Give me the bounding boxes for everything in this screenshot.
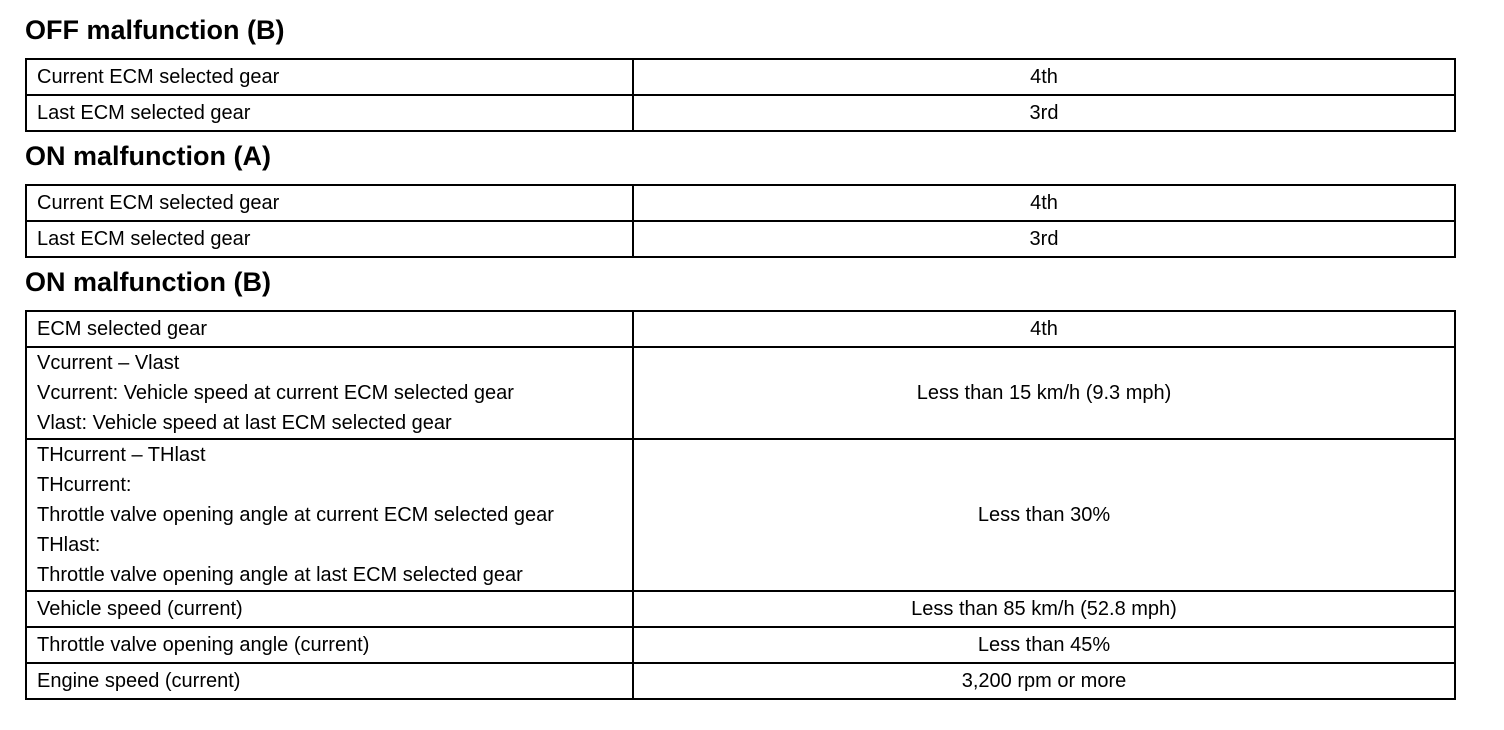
label-line: Vcurrent: Vehicle speed at current ECM selected gear <box>37 382 514 404</box>
section-heading-on-malfunction-a: ON malfunction (A) <box>25 141 271 171</box>
condition-value: 4th <box>633 311 1455 347</box>
condition-value: 4th <box>633 185 1455 221</box>
condition-value: Less than 85 km/h (52.8 mph) <box>633 591 1455 627</box>
condition-label: Vehicle speed (current) <box>26 591 633 627</box>
condition-label: ECM selected gear <box>26 311 633 347</box>
on-malfunction-a-table <box>25 184 1456 258</box>
label-line: Throttle valve opening angle at current ECM selected gear <box>37 504 554 526</box>
table-row <box>26 439 1455 591</box>
label-line: Throttle valve opening angle at last ECM selected gear <box>37 564 523 586</box>
off-malfunction-b-table <box>25 58 1456 132</box>
table-row <box>26 627 1455 663</box>
section-heading-on-malfunction-b: ON malfunction (B) <box>25 267 271 297</box>
label-line: Vlast: Vehicle speed at last ECM selected gear <box>37 412 452 434</box>
condition-value: 3rd <box>633 221 1455 257</box>
condition-label: Current ECM selected gear <box>26 59 633 95</box>
table-row <box>26 311 1455 347</box>
section-heading-off-malfunction-b: OFF malfunction (B) <box>25 15 285 45</box>
condition-value: 3rd <box>633 95 1455 131</box>
table-row <box>26 221 1455 257</box>
condition-value: Less than 15 km/h (9.3 mph) <box>633 347 1455 439</box>
condition-value: 3,200 rpm or more <box>633 663 1455 699</box>
label-line: THlast: <box>37 534 101 556</box>
condition-label: Current ECM selected gear <box>26 185 633 221</box>
table-row <box>26 59 1455 95</box>
table-row <box>26 591 1455 627</box>
condition-label: Engine speed (current) <box>26 663 633 699</box>
label-line: Vcurrent – Vlast <box>37 352 180 374</box>
condition-label: Last ECM selected gear <box>26 221 633 257</box>
condition-label: Throttle valve opening angle (current) <box>26 627 633 663</box>
table-row <box>26 95 1455 131</box>
condition-value: Less than 30% <box>633 439 1455 591</box>
on-malfunction-b-table <box>25 310 1456 700</box>
condition-label <box>26 347 633 439</box>
label-line: THcurrent – THlast <box>37 444 206 466</box>
table-row <box>26 663 1455 699</box>
condition-value: Less than 45% <box>633 627 1455 663</box>
label-line: THcurrent: <box>37 474 132 496</box>
table-row <box>26 347 1455 439</box>
condition-value: 4th <box>633 59 1455 95</box>
condition-label <box>26 439 633 591</box>
condition-label: Last ECM selected gear <box>26 95 633 131</box>
table-row <box>26 185 1455 221</box>
